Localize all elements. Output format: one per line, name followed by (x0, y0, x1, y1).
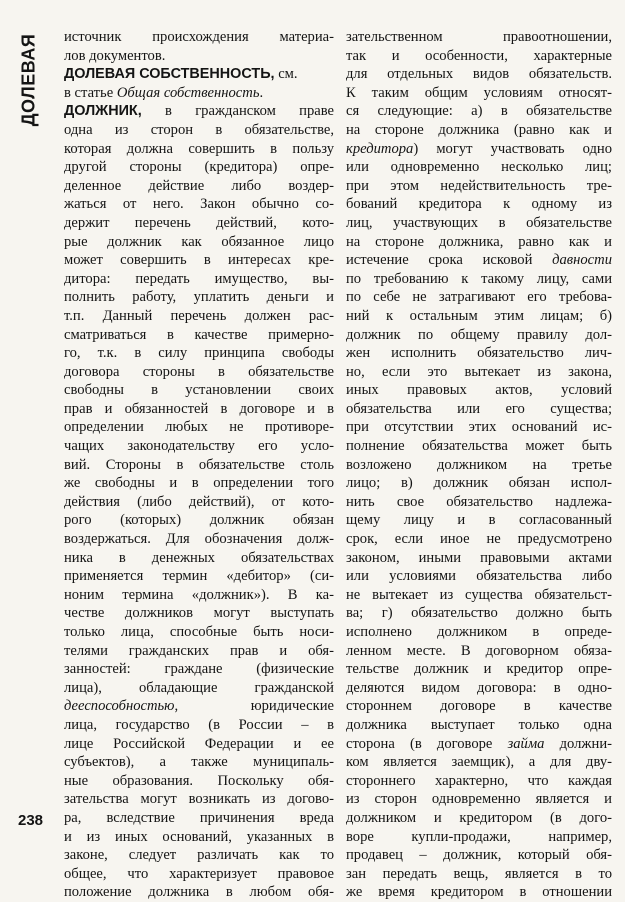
line-text: иных правовых актов, условий (346, 382, 612, 399)
line-text: может совершить в интересах кре- (64, 252, 334, 269)
text-line (64, 195, 334, 214)
line-text: стороннего характерно, что каждая (346, 772, 612, 789)
line-text: должником и кредитором (в дого- (346, 809, 612, 826)
line-text: ва; г) обязательство должно быть (346, 605, 612, 622)
line-text: из сторон одновременно является и (346, 791, 612, 808)
text-line (64, 437, 334, 456)
text-line (64, 233, 334, 252)
text-line (64, 846, 334, 865)
text-line (346, 809, 612, 828)
text-line (346, 195, 612, 214)
text-line (346, 102, 612, 121)
text-line (64, 121, 334, 140)
text-line (346, 716, 612, 735)
text-line (346, 177, 612, 196)
text-line (64, 642, 334, 661)
text-line (64, 47, 334, 66)
text-line (346, 511, 612, 530)
line-text: и из иных оснований, указанных в (64, 828, 334, 845)
text-line (64, 530, 334, 549)
sidebar-section-label (14, 30, 44, 130)
line-text: на стороне должника, равно как и (346, 233, 612, 250)
text-line (346, 567, 612, 586)
line-text: в гражданском праве (141, 103, 334, 120)
text-line (346, 363, 612, 382)
text-line (64, 716, 334, 735)
text-line (346, 65, 612, 84)
text-line (64, 270, 334, 289)
line-text: свободны в установлении своих (64, 382, 334, 399)
text-line (346, 493, 612, 512)
line-text: лице Российской Федерации и ее (64, 735, 334, 752)
text-line (64, 623, 334, 642)
text-line (64, 344, 334, 363)
line-text: для отдельных видов обязательств. (346, 66, 612, 83)
text-line (346, 530, 612, 549)
text-line (346, 549, 612, 568)
text-line (346, 158, 612, 177)
line-text: другой стороны (кредитора) опре- (64, 159, 334, 176)
line-text: на стороне должника (равно как и (346, 121, 612, 138)
text-line (346, 47, 612, 66)
text-line (346, 233, 612, 252)
line-text: вий. Стороны в обязательстве столь (64, 456, 334, 473)
text-line (346, 474, 612, 493)
text-line (346, 28, 612, 47)
text-line (64, 660, 334, 679)
line-text: лица, государство (в России – в (64, 716, 334, 733)
text-line (64, 214, 334, 233)
line-text-end: , юридические (174, 698, 334, 715)
line-text: которая должна совершить в пользу (64, 140, 334, 157)
text-line (64, 28, 334, 47)
line-text: применяется термин «дебитор» (си- (64, 568, 334, 585)
line-text: определении любых не противоре- (64, 419, 334, 436)
text-line (346, 326, 612, 345)
text-line (346, 214, 612, 233)
text-line (64, 735, 334, 754)
line-text: источник происхождения материа- (64, 29, 334, 45)
line-text: так и особенности, характерные (346, 47, 612, 64)
text-line (64, 326, 334, 345)
line-text-end: . (259, 84, 264, 101)
text-line (64, 586, 334, 605)
text-line (64, 65, 334, 84)
text-line (346, 418, 612, 437)
entry-heading: ДОЛЖНИК, (64, 103, 142, 120)
text-line (64, 456, 334, 475)
line-text: законом, иными правовыми актами (346, 549, 612, 566)
line-text: или одновременно несколько лиц; (346, 159, 612, 176)
text-line (64, 865, 334, 884)
text-line (64, 102, 334, 121)
text-line (346, 772, 612, 791)
line-text: ноним термина «должник»). В ка- (64, 586, 334, 603)
line-text-end: должни- (544, 735, 612, 752)
line-text: прав и обязанностей в договоре и в (64, 400, 334, 417)
line-text: зательства могут возникать из догово- (64, 791, 334, 808)
line-text: действия (либо действий), от кото- (64, 493, 334, 510)
line-text: держит перечень действий, кото- (64, 214, 334, 231)
cross-reference-term: кредитора (346, 140, 414, 157)
line-text: го, т.к. в силу принципа свободы (64, 345, 334, 362)
text-column-left (64, 28, 334, 902)
cross-reference-term: Общая собственность (116, 84, 260, 101)
text-line (64, 158, 334, 177)
line-text: истечение срока исковой (346, 252, 553, 269)
text-line (346, 865, 612, 884)
text-line (64, 772, 334, 791)
line-text: при этом недействительность тре- (346, 177, 612, 194)
line-text: только лица, способные быть носи- (64, 624, 334, 640)
line-text: в статье (64, 84, 117, 101)
line-text: зан передать вещь, является в то (346, 865, 612, 882)
line-text: см. (274, 66, 298, 83)
text-line (346, 437, 612, 456)
page-number: 238 (18, 812, 44, 829)
line-text: субъектов), а также муниципаль- (64, 754, 334, 771)
text-line (64, 493, 334, 512)
text-line (64, 604, 334, 623)
line-text: же время кредитором в отношении (346, 884, 612, 901)
line-text: полнение обязательства может быть (346, 438, 612, 455)
text-line (64, 809, 334, 828)
text-column-right (346, 28, 612, 902)
line-text: лица), обладающие гражданской (64, 679, 334, 696)
text-line (64, 363, 334, 382)
line-text: лов документов. (64, 47, 166, 64)
text-line (346, 344, 612, 363)
line-text: деленное действие либо воздер- (64, 177, 334, 194)
line-text: должник по общему правилу дол- (346, 326, 612, 343)
text-line (346, 753, 612, 772)
text-line (64, 567, 334, 586)
line-text: сторона (в договоре (346, 735, 508, 752)
line-text: воздержаться. Для обозначения долж- (64, 531, 334, 548)
text-line (346, 790, 612, 809)
text-line (64, 418, 334, 437)
line-text: одна из сторон в обязательстве, (64, 121, 334, 138)
text-line (346, 604, 612, 623)
line-text: положение должника в любом обя- (64, 884, 334, 901)
line-text: при отсутствии этих оснований ис- (346, 419, 612, 436)
text-line (64, 474, 334, 493)
line-text: ра, вследствие причинения вреда (64, 809, 334, 826)
line-text: исполнено должником в опреде- (346, 624, 612, 640)
line-text: срок, если иное не предусмотрено (346, 531, 612, 548)
text-line (346, 140, 612, 159)
line-text: обязательства или его существа; (346, 400, 612, 417)
text-line (346, 251, 612, 270)
text-line (64, 307, 334, 326)
line-text: ний к остальным этим лицам; б) (346, 307, 612, 324)
line-text: телями гражданских прав и обя- (64, 642, 334, 659)
text-line (64, 400, 334, 419)
text-line (346, 660, 612, 679)
line-text: возложено должником на третье (346, 456, 612, 473)
line-text: зательственном правоотношении, (346, 29, 612, 45)
text-line (64, 753, 334, 772)
line-text: сматриваться в качестве примерно- (64, 326, 334, 343)
line-text: нить свое обязательство надлежа- (346, 493, 612, 510)
text-line (346, 288, 612, 307)
text-line (64, 84, 334, 103)
line-text: продавец – должник, который обя- (346, 847, 612, 864)
text-line (346, 307, 612, 326)
line-text: жен исполнить обязательство лич- (346, 345, 612, 362)
text-line (64, 679, 334, 698)
line-text: ные образования. Поскольку обя- (64, 772, 334, 789)
entry-heading: ДОЛЕВАЯ СОБСТВЕННОСТЬ, (64, 66, 275, 83)
line-text: ком является заемщик), а для дву- (346, 754, 612, 771)
text-line (346, 846, 612, 865)
line-text: щему лицу и в согласованный (346, 512, 612, 529)
line-text: ленном месте. В договорном обяза- (346, 642, 612, 659)
text-line (346, 623, 612, 642)
text-line (64, 251, 334, 270)
text-line (346, 381, 612, 400)
text-line (64, 511, 334, 530)
line-text: рого (которых) должник обязан (64, 512, 334, 529)
cross-reference-term: займа (507, 735, 545, 752)
line-text: ника в денежных обязательствах (64, 549, 334, 566)
text-line (346, 679, 612, 698)
line-text-end: ) могут участвовать одно (413, 140, 612, 157)
cross-reference-term: дееспособностью (64, 698, 175, 715)
text-line (64, 549, 334, 568)
line-text: стороннем договоре в качестве (346, 698, 612, 715)
line-text: договора стороны в обязательстве (64, 363, 334, 380)
line-text: воре купли-продажи, например, (346, 828, 612, 845)
text-line (346, 697, 612, 716)
line-text: законе, следует различать как то (64, 847, 334, 864)
line-text: К таким общим условиям относят- (346, 84, 612, 101)
text-line (346, 828, 612, 847)
line-text: же свободны и в определении того (64, 475, 334, 492)
text-line (64, 381, 334, 400)
line-text: ся следующие: а) в обязательстве (346, 103, 612, 120)
line-text: рые должник как обязанное лицо (64, 233, 334, 250)
text-line (346, 586, 612, 605)
line-text: тельстве должник и кредитор опре- (346, 661, 612, 678)
text-line (64, 790, 334, 809)
line-text: занностей: граждане (физические (64, 661, 334, 678)
text-line (64, 140, 334, 159)
line-text: жаться от него. Закон обычно со- (64, 196, 334, 213)
text-line (346, 84, 612, 103)
line-text: лиц, участвующих в обязательстве (346, 214, 612, 231)
line-text: честве должников могут выступать (64, 605, 334, 622)
text-line (346, 270, 612, 289)
text-line (346, 883, 612, 902)
line-text: деляются видом договора: в одно- (346, 679, 612, 696)
line-text: т.п. Данный перечень должен рас- (64, 307, 334, 324)
line-text: или условиями обязательства либо (346, 568, 612, 585)
line-text: полнить работу, уплатить деньги и (64, 289, 334, 306)
line-text: по требованию к такому лицу, сами (346, 270, 612, 287)
text-line (346, 456, 612, 475)
line-text: дитора: передать имущество, вы- (64, 270, 334, 287)
text-line (346, 400, 612, 419)
cross-reference-term: давности (552, 252, 612, 269)
line-text: общее, что характеризует правовое (64, 865, 334, 882)
sidebar-label-text: ДОЛЕВАЯ (18, 33, 39, 127)
text-line (346, 121, 612, 140)
line-text: по себе не затрагивают его требова- (346, 289, 612, 306)
text-line (64, 288, 334, 307)
text-line (346, 735, 612, 754)
text-line (64, 697, 334, 716)
text-line (346, 642, 612, 661)
text-line (64, 883, 334, 902)
text-line (64, 828, 334, 847)
line-text: бований кредитора к одному из (346, 196, 612, 213)
line-text: чащих законодательству его усло- (64, 438, 334, 455)
line-text: не вытекает из существа обязательст- (346, 586, 612, 603)
line-text: должника выступает только одна (346, 716, 612, 733)
text-line (64, 177, 334, 196)
line-text: лицо; в) должник обязан испол- (346, 475, 612, 492)
line-text: но, если это вытекает из закона, (346, 363, 612, 380)
